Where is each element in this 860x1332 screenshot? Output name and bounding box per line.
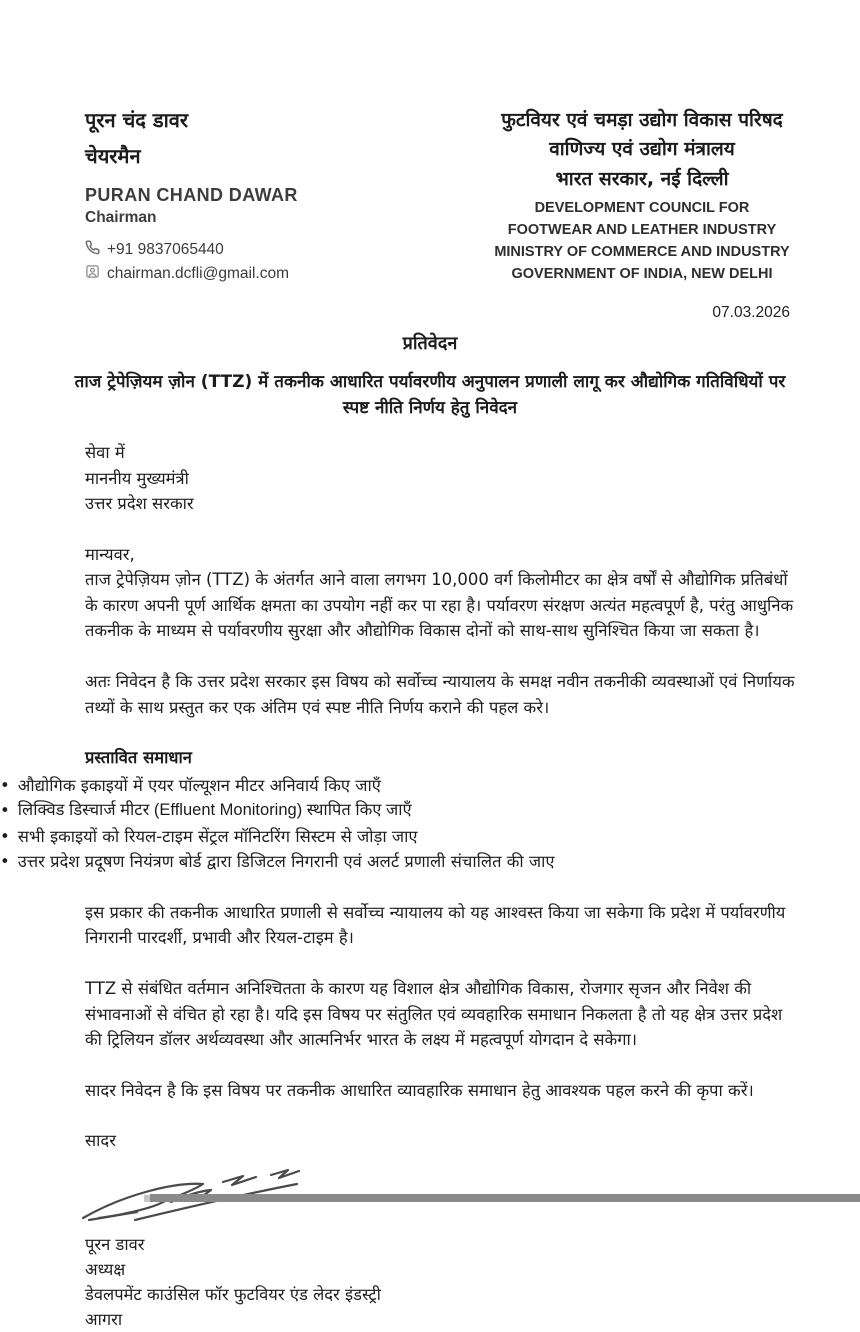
recipient-line: माननीय मुख्यमंत्री (85, 468, 189, 488)
horizontal-scrollbar-thumb[interactable] (150, 1194, 860, 1202)
phone-number[interactable]: +91 9837065440 (107, 241, 224, 258)
letterhead (0, 0, 860, 288)
phone-row (85, 240, 298, 260)
solutions-list (0, 773, 860, 875)
phone-icon (85, 240, 100, 260)
solution-item-text: • लिक्विड डिस्चार्ज मीटर (Effluent Monitoring) स्थापित किए जाएँ (17, 801, 412, 820)
recipient-line: सेवा में (85, 443, 125, 462)
sender-block (85, 106, 298, 288)
org-english-line: GOVERNMENT OF INDIA, NEW DELHI (511, 265, 773, 282)
body-paragraph: अतः निवेदन है कि उत्तर प्रदेश सरकार इस विषय को सर्वोच्च न्यायालय के समक्ष नवीन तकनीकी व्यवस्थाओं एवं निर्णायक तथ्यों के साथ प्रस्तुत कर एक अंतिम एवं स्पष्ट नीति निर्णय कराने की पहल करे। (85, 671, 795, 717)
org-english-line: FOOTWEAR AND LEATHER INDUSTRY (507, 222, 777, 239)
body-paragraph: ताज ट्रेपेज़ियम ज़ोन (TTZ) के अंतर्गत आने वाला लगभग 10,000 वर्ग किलोमीटर का क्षेत्र वर्षों से औद्योगिक प्रतिबंधों के कारण अपनी पूर्ण आर्थिक क्षमता का उपयोग नहीं कर पा रहा है। पर्यावरण संरक्षण अत्यंत महत्वपूर्ण है, परंतु आधुनिक तकनीक के माध्यम से पर्यावरणीय सुरक्षा और औद्योगिक विकास दोनों को साथ-साथ सुनिश्चित किया जा सकता है। (85, 570, 794, 641)
subject-line: ताज ट्रेपेज़ियम ज़ोन (TTZ) में तकनीक आधारित पर्यावरणीय अनुपालन प्रणाली लागू कर औद्योगिक गतिविधियों पर स्पष्ट नीति निर्णय हेतु निवेदन (74, 372, 786, 418)
solution-item-text: • उत्तर प्रदेश प्रदूषण नियंत्रण बोर्ड द्वारा डिजिटल निगरानी एवं अलर्ट प्रणाली संचालित की जाए (17, 852, 555, 872)
solution-item (0, 849, 860, 875)
signatory-name: पूरन डावर (85, 1235, 145, 1255)
recipient-block (85, 440, 802, 517)
solution-item-text: • औद्योगिक इकाइयों में एयर पॉल्यूशन मीटर अनिवार्य किए जाएँ (17, 775, 381, 795)
email-address[interactable]: chairman.dcfli@gmail.com (107, 265, 289, 282)
org-english-line: DEVELOPMENT COUNCIL FOR (534, 200, 750, 217)
body-paragraph: इस प्रकार की तकनीक आधारित प्रणाली से सर्वोच्च न्यायालय को यह आश्वस्त किया जा सकेगा कि प्रदेश में पर्यावरणीय निगरानी पारदर्शी, प्रभावी और रियल-टाइम है। (85, 902, 786, 948)
org-name-hindi: फुटवियर एवं चमड़ा उद्योग विकास परिषद (501, 109, 783, 131)
sender-title-hindi: चेयरमैन (85, 144, 141, 168)
horizontal-scrollbar-track (0, 1194, 860, 1202)
sender-name-english: PURAN CHAND DAWAR (85, 185, 298, 205)
email-row (85, 264, 298, 284)
signatory-city: आगरा (85, 1309, 123, 1329)
closing-regards: सादर (85, 1131, 116, 1151)
sender-name-hindi: पूरन चंद डावर (85, 108, 189, 132)
body-paragraph: TTZ से संबंधित वर्तमान अनिश्चितता के कारण यह विशाल क्षेत्र औद्योगिक विकास, रोजगार सृजन और निवेश की संभावनाओं से वंचित हो रहा है। यदि इस विषय पर संतुलित एवं व्यवहारिक समाधान निकलता है तो यह क्षेत्र उत्तर प्रदेश की ट्रिलियन डॉलर अर्थव्यवस्था और आत्मनिर्भर भारत के लक्ष्य में महत्वपूर्ण योगदान दे सकेगा। (85, 979, 783, 1050)
recipient-line: उत्तर प्रदेश सरकार (85, 494, 194, 514)
solutions-heading: प्रस्तावित समाधान (85, 748, 192, 768)
contact-card-icon (85, 264, 100, 284)
organization-block (482, 106, 802, 285)
letter-date: 07.03.2026 (712, 304, 790, 321)
org-english-block (482, 198, 802, 285)
salutation: मान्यवर, (85, 544, 135, 564)
closing-block (85, 1128, 802, 1332)
signatory-organization: डेवलपमेंट काउंसिल फॉर फुटवियर एंड लेदर इंडस्ट्री (85, 1284, 381, 1304)
signatory-role: अध्यक्ष (85, 1260, 126, 1280)
sender-title-english: Chairman (85, 209, 157, 226)
org-govt-hindi: भारत सरकार, नई दिल्ली (555, 167, 729, 190)
document-title: प्रतिवेदन (402, 333, 458, 354)
solution-item-text: • सभी इकाइयों को रियल-टाइम सेंट्रल मॉनिटरिंग सिस्टम से जोड़ा जाए (17, 826, 418, 846)
org-ministry-hindi: वाणिज्य एवं उद्योग मंत्रालय (549, 138, 735, 161)
solution-item (0, 798, 860, 824)
org-english-line: MINISTRY OF COMMERCE AND INDUSTRY (494, 243, 790, 260)
solution-item (0, 824, 860, 850)
body-paragraph: सादर निवेदन है कि इस विषय पर तकनीक आधारित व्यावहारिक समाधान हेतु आवश्यक पहल करने की कृपा करें। (85, 1080, 754, 1100)
solution-item (0, 773, 860, 799)
